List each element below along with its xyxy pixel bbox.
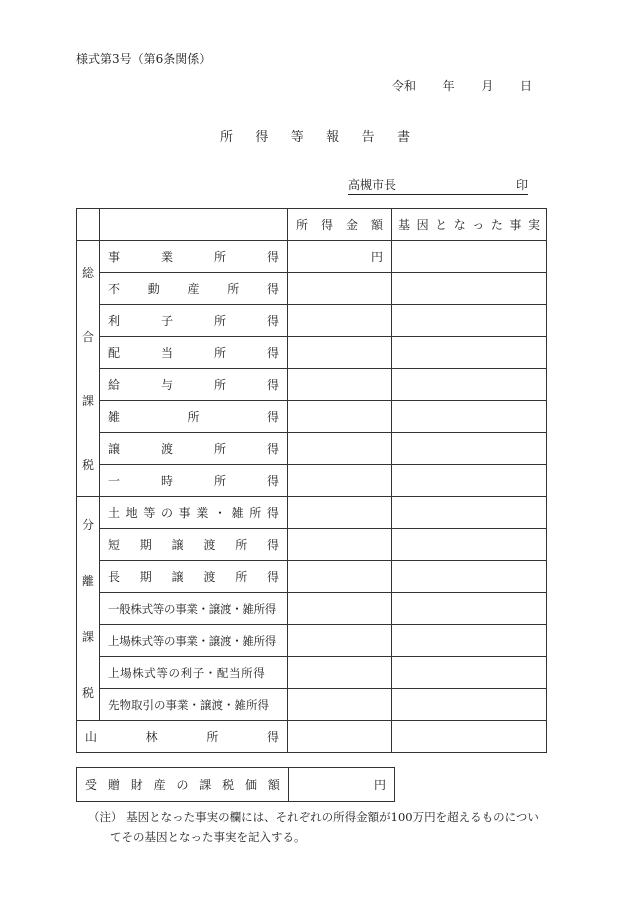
table-header-row [77, 209, 547, 241]
title-char: 書 [396, 130, 410, 145]
title-char: 報 [326, 130, 340, 145]
amount-field[interactable] [288, 337, 392, 369]
date-line [392, 77, 532, 94]
amount-field[interactable] [288, 497, 392, 529]
form-number: 様式第3号（第6条関係） [76, 52, 212, 66]
addressee-name: 高槻市長 [348, 178, 397, 192]
title-char: 告 [361, 130, 375, 145]
table-row [77, 529, 547, 561]
date-year: 年 [442, 79, 455, 93]
amount-field[interactable] [288, 657, 392, 689]
header-blank-group [77, 209, 100, 241]
fact-field[interactable] [392, 625, 547, 657]
title-char: 得 [255, 130, 269, 145]
fact-field[interactable] [392, 561, 547, 593]
row-label-interest: 利 子 所 得 [100, 305, 288, 337]
table-row [77, 369, 547, 401]
row-label-land-business: 土 地 等 の 事 業 ・ 雑 所 得 [100, 497, 288, 529]
title-char: 所 [220, 130, 234, 145]
group-sougou-kazei: 総 合 課 税 [77, 241, 100, 497]
table-row [77, 768, 395, 802]
table-row [77, 561, 547, 593]
header-blank-label [100, 209, 288, 241]
row-label-dividend: 配 当 所 得 [100, 337, 288, 369]
fact-field[interactable] [392, 497, 547, 529]
table-row [77, 625, 547, 657]
fact-field[interactable] [392, 401, 547, 433]
header-amount: 所 得 金 額 [288, 209, 392, 241]
table-row [77, 273, 547, 305]
amount-field[interactable] [288, 305, 392, 337]
amount-field[interactable] [288, 529, 392, 561]
table-row [77, 305, 547, 337]
gift-tax-table [76, 767, 395, 802]
gift-amount-field[interactable] [289, 768, 395, 802]
amount-field[interactable] [288, 721, 392, 753]
table-row [77, 401, 547, 433]
table-row [77, 241, 547, 273]
amount-field[interactable] [288, 625, 392, 657]
fact-field[interactable] [392, 657, 547, 689]
row-label-listed-stocks-dividend: 上場株式等の利子・配当所得 [100, 657, 288, 689]
table-row [77, 433, 547, 465]
row-label-salary: 給 与 所 得 [100, 369, 288, 401]
yen-unit: 円 [370, 250, 383, 264]
row-label-long-term-transfer: 長 期 譲 渡 所 得 [100, 561, 288, 593]
seal-mark: 印 [515, 178, 528, 192]
date-era: 令和 [392, 79, 417, 93]
amount-field[interactable] [288, 369, 392, 401]
row-label-futures: 先物取引の事業・譲渡・雑所得 [100, 689, 288, 721]
row-label-misc: 雑 所 得 [100, 401, 288, 433]
table-row [77, 689, 547, 721]
footnote [88, 807, 558, 847]
amount-field[interactable] [288, 241, 392, 273]
fact-field[interactable] [392, 241, 547, 273]
amount-field[interactable] [288, 465, 392, 497]
table-row [77, 465, 547, 497]
row-label-real-estate: 不 動 産 所 得 [100, 273, 288, 305]
amount-field[interactable] [288, 561, 392, 593]
amount-field[interactable] [288, 593, 392, 625]
table-row [77, 337, 547, 369]
fact-field[interactable] [392, 369, 547, 401]
amount-field[interactable] [288, 401, 392, 433]
fact-field[interactable] [392, 465, 547, 497]
document-title [220, 126, 410, 145]
fact-field[interactable] [392, 593, 547, 625]
row-label-general-stocks: 一般株式等の事業・譲渡・雑所得 [100, 593, 288, 625]
fact-field[interactable] [392, 337, 547, 369]
fact-field[interactable] [392, 721, 547, 753]
row-label-business: 事 業 所 得 [100, 241, 288, 273]
amount-field[interactable] [288, 689, 392, 721]
fact-field[interactable] [392, 529, 547, 561]
header-fact: 基 因 と な っ た 事 実 [392, 209, 547, 241]
fact-field[interactable] [392, 689, 547, 721]
table-row [77, 497, 547, 529]
fact-field[interactable] [392, 305, 547, 337]
date-day: 日 [519, 79, 532, 93]
title-char: 等 [290, 130, 304, 145]
table-row [77, 593, 547, 625]
fact-field[interactable] [392, 273, 547, 305]
fact-field[interactable] [392, 433, 547, 465]
amount-field[interactable] [288, 433, 392, 465]
row-label-listed-stocks: 上場株式等の事業・譲渡・雑所得 [100, 625, 288, 657]
date-month: 月 [481, 79, 494, 93]
amount-field[interactable] [288, 273, 392, 305]
note-prefix: （注） [88, 810, 123, 824]
note-line-1: 基因となった事実の欄には、それぞれの所得金額が100万円を超えるものについ [126, 810, 539, 824]
row-label-forest: 山 林 所 得 [77, 721, 288, 753]
row-label-transfer: 譲 渡 所 得 [100, 433, 288, 465]
table-row [77, 657, 547, 689]
note-line-2: てその基因となった事実を記入する。 [110, 830, 306, 844]
gift-label: 受 贈 財 産 の 課 税 価 額 [77, 768, 289, 802]
income-table [76, 208, 547, 753]
addressee-line [348, 176, 528, 195]
row-label-short-term-transfer: 短 期 譲 渡 所 得 [100, 529, 288, 561]
group-bunri-kazei: 分 離 課 税 [77, 497, 100, 721]
yen-unit: 円 [373, 778, 386, 792]
row-label-temporary: 一 時 所 得 [100, 465, 288, 497]
table-row [77, 721, 547, 753]
